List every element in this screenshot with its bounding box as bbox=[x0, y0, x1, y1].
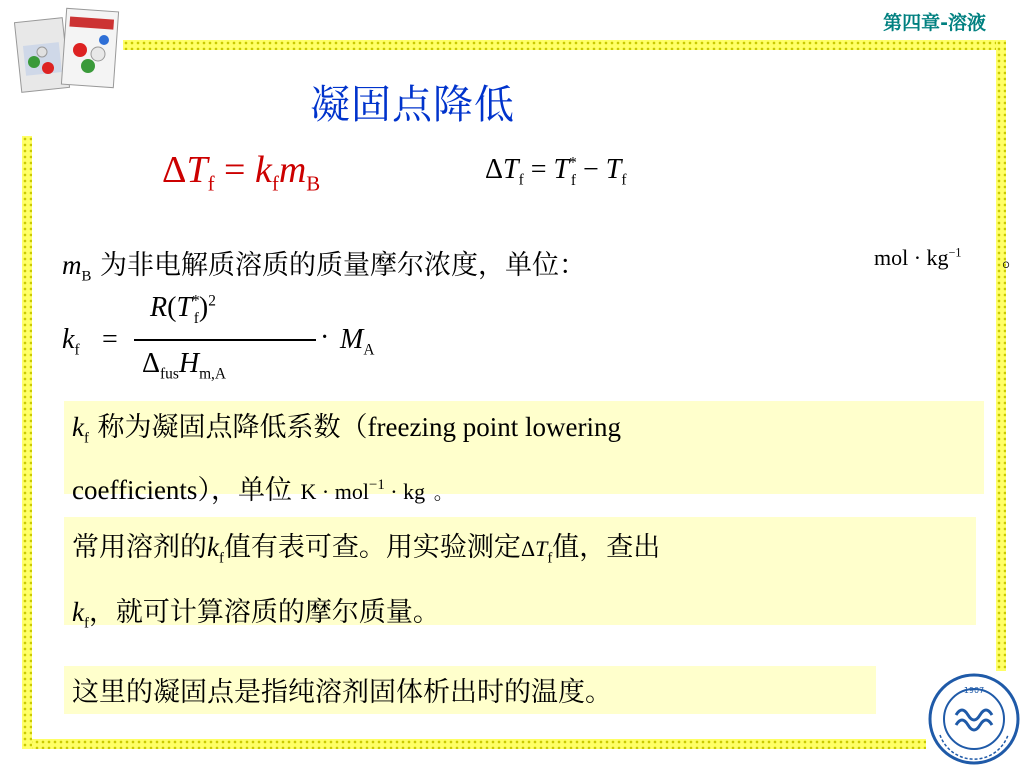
freezing-point-note-box: 这里的凝固点是指纯溶剂固体析出时的温度。 bbox=[64, 666, 876, 714]
solvent-table-box: 常用溶剂的$k_f$值有表可查。用实验测定$\Delta T_f$值，查出 $k_f$，就可计算溶质的摩尔质量。 bbox=[64, 517, 976, 625]
kf-formula: $k_f$ = $R(T^*_f)^2$ $\Delta_{fus}H_{m,A}$ · $M_A$ bbox=[62, 292, 375, 383]
kf-denominator: $\Delta_{fus}H_{m,A}$ bbox=[142, 348, 226, 383]
kf-definition-box: $k_f$ 称为凝固点降低系数（freezing point lowering coefficients），单位 K · mol$^{-1}$ · kg 。 bbox=[64, 401, 984, 494]
kf-numerator: $R(T^*_f)^2$ bbox=[150, 292, 216, 327]
molality-unit: mol · $kg^{-1}$ bbox=[874, 245, 962, 270]
molality-period: 。 bbox=[1002, 247, 1024, 272]
chapter-label: 第四章-溶液 bbox=[883, 12, 986, 34]
molality-description: $m_B$ 为非电解质溶质的质量摩尔浓度，单位： bbox=[62, 250, 586, 285]
textbook-cover-icon bbox=[14, 6, 126, 106]
delta-t-definition-formula: $\Delta T_f = T^*_f - T_f$ bbox=[485, 154, 627, 189]
fraction-bar bbox=[134, 339, 316, 341]
tongji-university-logo bbox=[926, 671, 1022, 767]
decorative-border-top bbox=[123, 40, 1006, 50]
decorative-border-right bbox=[996, 40, 1006, 749]
decorative-border-left bbox=[22, 136, 32, 749]
slide-title: 凝固点降低 bbox=[310, 82, 515, 128]
decorative-border-bottom bbox=[22, 739, 1006, 749]
svg-text:1907: 1907 bbox=[963, 686, 985, 695]
freezing-point-depression-formula: $\Delta T_f = k_fm_B$ bbox=[162, 149, 321, 196]
